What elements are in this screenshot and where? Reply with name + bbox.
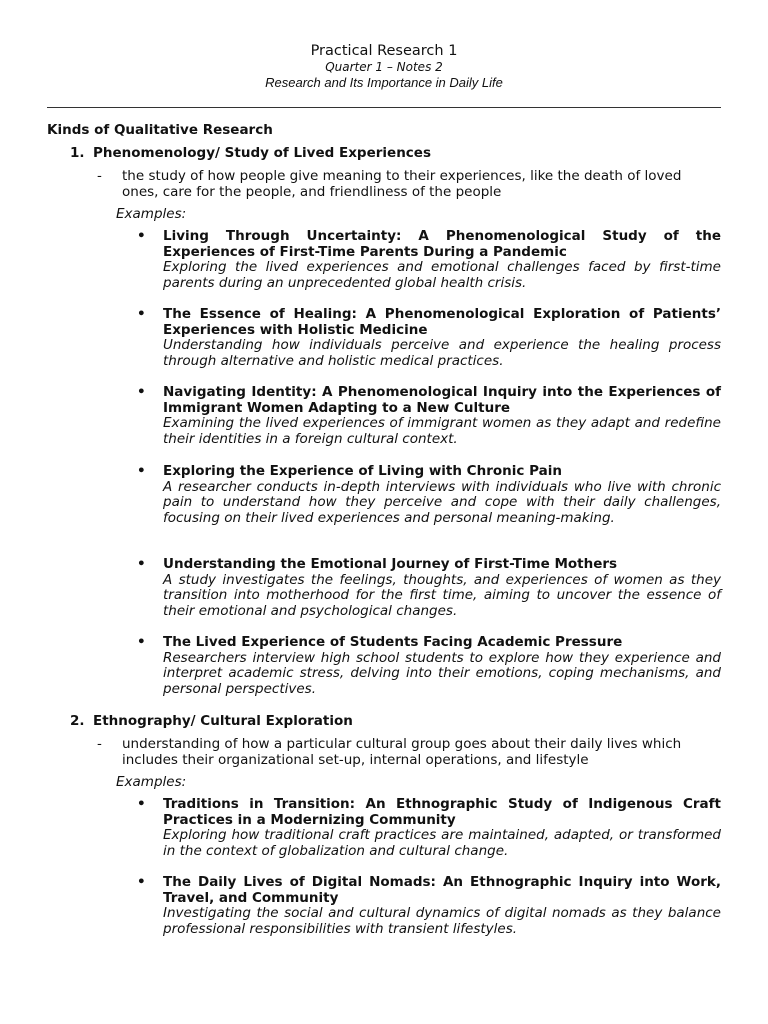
kind-title: Ethnography/ Cultural Exploration xyxy=(93,713,353,729)
example-title: The Essence of Healing: A Phenomenological Exploration of Patients’ Experiences with Holistic Medicine xyxy=(163,306,721,338)
bullet-marker: • xyxy=(137,228,146,244)
examples-label: Examples: xyxy=(116,774,187,790)
kind-heading-ethnography xyxy=(70,713,353,729)
example-description: Exploring the lived experiences and emotional challenges faced by first-time parents during an unprecedented global health crisis. xyxy=(163,259,721,291)
example-title: Understanding the Emotional Journey of First-Time Mothers xyxy=(163,556,618,572)
definition-text: understanding of how a particular cultural group goes about their daily lives which includes their organizational set-up, internal operations, and lifestyle xyxy=(122,736,682,768)
example-item xyxy=(137,557,721,619)
section-title: Kinds of Qualitative Research xyxy=(47,122,273,138)
kind-number: 1. xyxy=(70,145,85,161)
example-title: Exploring the Experience of Living with Chronic Pain xyxy=(163,463,562,479)
bullet-marker: • xyxy=(137,874,146,890)
example-item xyxy=(137,797,721,859)
bullet-marker: • xyxy=(137,463,146,479)
example-description: A researcher conducts in-depth interviews with individuals who live with chronic pain to understand how they perceive and cope with their daily challenges, focusing on their lived experiences and personal meaning-making. xyxy=(163,478,721,526)
examples-label: Examples: xyxy=(116,206,187,222)
example-title: Living Through Uncertainty: A Phenomenological Study of the Experiences of First-Time Parents During a Pandemic xyxy=(163,228,721,260)
example-title: The Daily Lives of Digital Nomads: An Ethnographic Inquiry into Work, Travel, and Community xyxy=(163,874,721,906)
example-title: Navigating Identity: A Phenomenological Inquiry into the Experiences of Immigrant Women Adapting to a New Culture xyxy=(163,384,721,416)
example-description: Exploring how traditional craft practices are maintained, adapted, or transformed in the context of globalization and cultural change. xyxy=(163,827,721,859)
kind-definition xyxy=(97,168,721,200)
example-item xyxy=(137,307,721,369)
example-item xyxy=(137,875,721,937)
bullet-marker: • xyxy=(137,796,146,812)
document-topic: Research and Its Importance in Daily Life xyxy=(265,75,503,90)
example-description: Understanding how individuals perceive and experience the healing process through alternative and holistic medical practices. xyxy=(163,337,721,369)
document-subtitle: Quarter 1 – Notes 2 xyxy=(325,60,443,74)
bullet-marker: • xyxy=(137,306,146,322)
example-item xyxy=(137,229,721,291)
kind-heading-phenomenology xyxy=(70,145,431,161)
example-title: The Lived Experience of Students Facing Academic Pressure xyxy=(163,634,623,650)
header-divider xyxy=(47,107,721,108)
bullet-marker: • xyxy=(137,556,146,572)
definition-text: the study of how people give meaning to their experiences, like the death of loved ones, care for the people, and friendliness of the people xyxy=(122,168,682,200)
example-description: Examining the lived experiences of immigrant women as they adapt and redefine their identities in a foreign cultural context. xyxy=(163,415,721,447)
dash-marker: - xyxy=(97,168,102,184)
bullet-marker: • xyxy=(137,634,146,650)
kind-title: Phenomenology/ Study of Lived Experiences xyxy=(93,145,431,161)
bullet-marker: • xyxy=(137,384,146,400)
example-description: A study investigates the feelings, thoughts, and experiences of women as they transition into motherhood for the first time, aiming to uncover the essence of their emotional and psychological changes. xyxy=(163,571,721,619)
kind-definition xyxy=(97,736,721,768)
example-item xyxy=(137,464,721,526)
dash-marker: - xyxy=(97,736,102,752)
kind-number: 2. xyxy=(70,713,85,729)
example-item xyxy=(137,385,721,447)
example-description: Investigating the social and cultural dynamics of digital nomads as they balance professional responsibilities with transient lifestyles. xyxy=(163,905,721,937)
example-description: Researchers interview high school students to explore how they experience and interpret academic stress, delving into their emotions, coping mechanisms, and personal perspectives. xyxy=(163,649,721,697)
document-title: Practical Research 1 xyxy=(310,43,458,59)
example-item xyxy=(137,635,721,697)
example-title: Traditions in Transition: An Ethnographic Study of Indigenous Craft Practices in a Modernizing Community xyxy=(163,796,721,828)
